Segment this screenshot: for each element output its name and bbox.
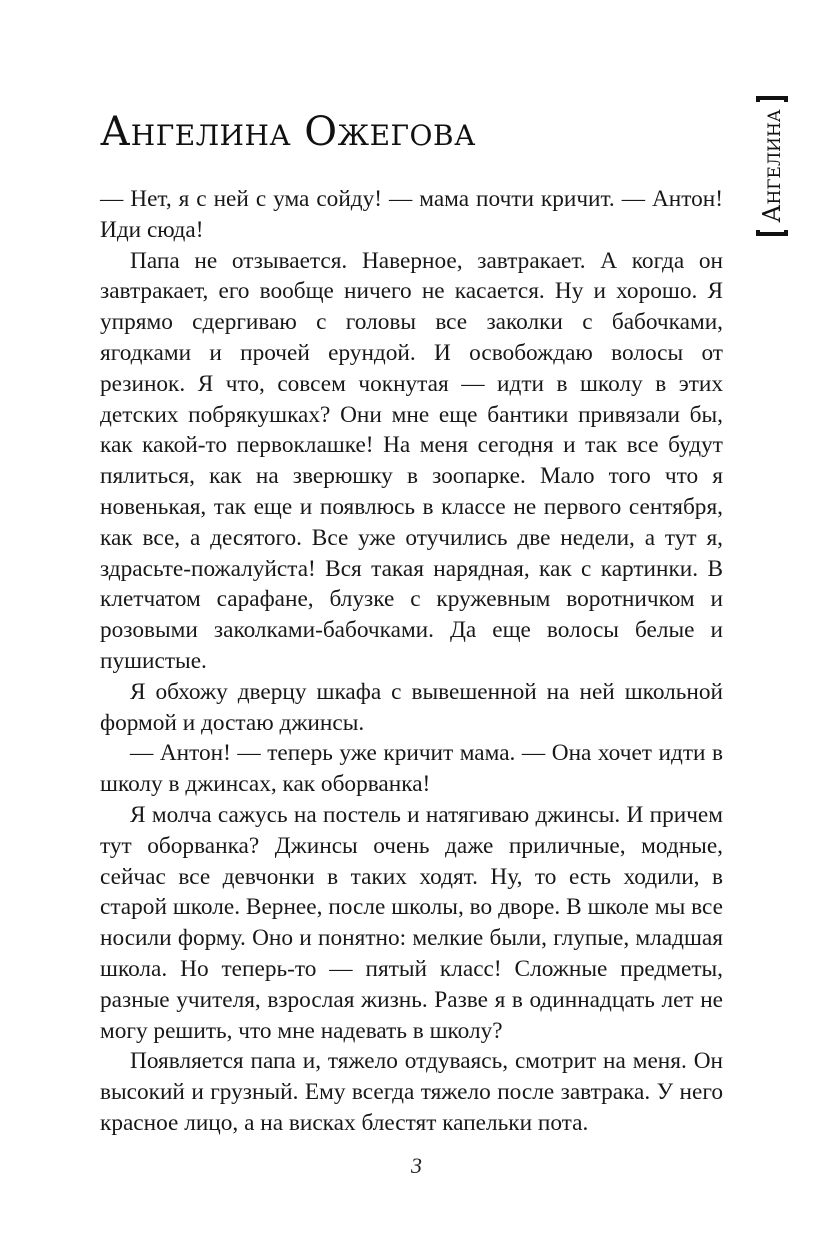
side-tab-label: Ангелина xyxy=(758,109,786,223)
body-text xyxy=(100,184,723,1139)
bracket-top-icon xyxy=(756,96,788,102)
paragraph-6: Появляется папа и, тяжело отдуваясь, смотрит на меня. Он высокий и грузный. Ему всегда тяжело после завтрака. У него красное лицо, а на висках блестят капельки пота. xyxy=(100,1048,723,1136)
author-name-heading: Ангелина Ожегова xyxy=(100,109,476,155)
paragraph-3: Я обхожу дверцу шкафа с вывешенной на ней школьной формой и достаю джинсы. xyxy=(100,678,723,736)
side-section-tab xyxy=(756,96,788,236)
page-number: 3 xyxy=(411,1153,422,1178)
paragraph-5: Я молча сажусь на постель и натягиваю джинсы. И причем тут оборванка? Джинсы очень даже приличные, модные, сейчас все девчонки в таких ходят. Ну, то есть ходили, в старой школе. Вернее, после школы, во дворе. В школе мы все носили форму. Оно и понятно: мелкие были, глупые, младшая школа. Но теперь-то — пятый класс! Сложные предметы, разные учителя, взрослая жизнь. Разве я в одиннадцать лет не могу решить, что мне надевать в школу? xyxy=(100,801,723,1044)
bracket-bottom-icon xyxy=(756,230,788,236)
paragraph-2: Папа не отзывается. Наверное, завтракает. А когда он завтракает, его вообще ничего не касается. Ну и хорошо. Я упрямо сдергиваю с головы все заколки с бабочками, ягодками и прочей ерундой. И освобождаю волосы от резинок. Я что, совсем чокнутая — идти в школу в этих детских побрякушках? Они мне еще бантики привязали бы, как какой-то первоклашке! На меня сегодня и так все будут пялиться, как на зверюшку в зоопарке. Мало того что я новенькая, так еще и появлюсь в классе не первого сентября, как все, а десятого. Все уже отучились две недели, а тут я, здрасьте-пожалуйста! Вся такая нарядная, как с картинки. В клетчатом сарафане, блузке с кружевным воротничком и розовыми заколками-бабочками. Да еще волосы белые и пушистые. xyxy=(100,247,723,674)
paragraph-1: — Нет, я с ней с ума сойду! — мама почти кричит. — Антон! Иди сюда! xyxy=(100,186,723,243)
paragraph-4: — Антон! — теперь уже кричит мама. — Она хочет идти в школу в джинсах, как оборванка! xyxy=(100,740,723,798)
